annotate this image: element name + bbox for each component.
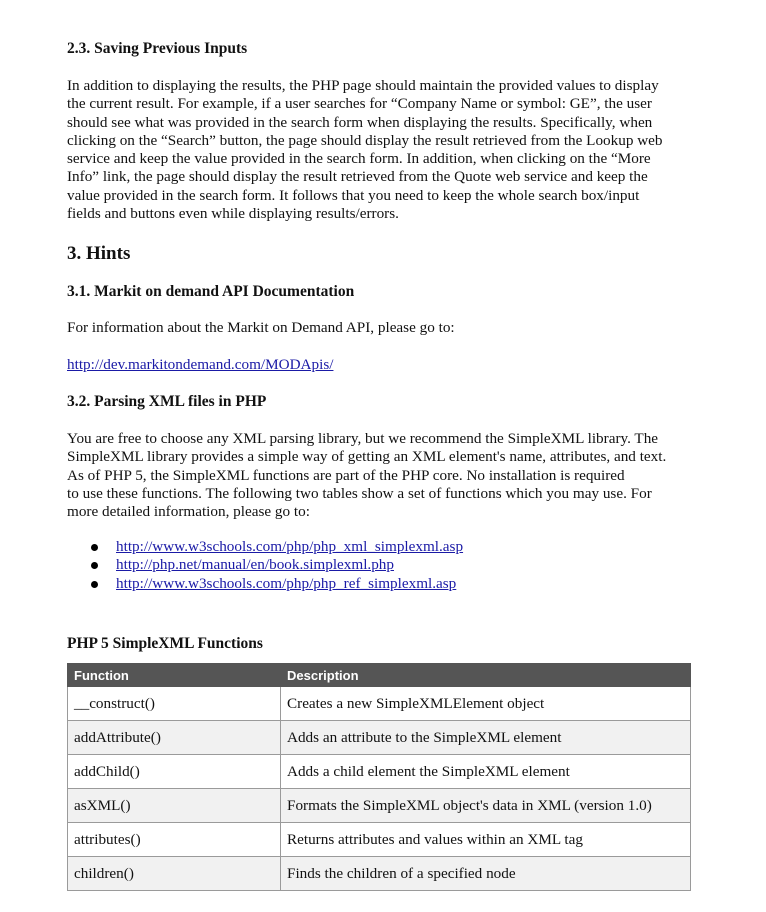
paragraph-line: In addition to displaying the results, the PHP page should maintain the provided values to display [67,77,659,94]
paragraph-line: clicking on the “Search” button, the page should display the result retrieved from the Lookup web [67,131,663,149]
table-header-row [68,664,691,687]
paragraph-line: SimpleXML library provides a simple way of getting an XML element's name, attributes, and text. [67,448,667,466]
paragraph-line: should see what was provided in the search form when displaying the results. Specifically, when [67,113,653,131]
paragraph-line: You are free to choose any XML parsing library, but we recommend the SimpleXML library. The [67,430,659,447]
paragraph-line: As of PHP 5, the SimpleXML functions are part of the PHP core. No installation is required [67,466,625,484]
table-row [68,823,691,857]
paragraph-line: value provided in the search form. It follows that you need to keep the whole search box/input [67,186,640,204]
section-heading-3-1: 3.1. Markit on demand API Documentation [67,283,355,300]
php-manual-simplexml-link[interactable]: http://php.net/manual/en/book.simplexml.php [116,556,394,574]
table-row [68,857,691,891]
function-cell: children() [68,857,281,891]
description-cell: Formats the SimpleXML object's data in XML (version 1.0) [281,789,691,823]
function-cell: attributes() [68,823,281,857]
table-row [68,789,691,823]
paragraph-line: fields and buttons even while displaying results/errors. [67,205,399,223]
table-row [68,755,691,789]
list-item [89,538,463,556]
function-cell: __construct() [68,687,281,721]
paragraph-line: Info” link, the page should display the result retrieved from the Quote web service and keep the [67,168,648,186]
section-heading-3-2: 3.2. Parsing XML files in PHP [67,393,267,410]
paragraph-line: service and keep the value provided in the search form. In addition, when clicking on the “More [67,150,651,168]
table-row [68,721,691,755]
column-header-description: Description [281,664,691,687]
parsing-xml-paragraph [67,430,692,521]
table-title: PHP 5 SimpleXML Functions [67,635,263,652]
paragraph-line: more detailed information, please go to: [67,503,310,521]
function-cell: addAttribute() [68,721,281,755]
description-cell: Finds the children of a specified node [281,857,691,891]
list-item [89,556,463,574]
bullet-icon [91,581,98,588]
simplexml-functions-table [67,663,691,891]
table-row [68,687,691,721]
w3schools-simplexml-ref-link[interactable]: http://www.w3schools.com/php/php_ref_simplexml.asp [116,574,457,592]
description-cell: Returns attributes and values within an XML tag [281,823,691,857]
saving-inputs-paragraph [67,77,692,223]
description-cell: Adds an attribute to the SimpleXML element [281,721,691,755]
reference-link-list [89,538,463,593]
w3schools-simplexml-link[interactable]: http://www.w3schools.com/php/php_xml_simplexml.asp [116,538,464,555]
section-heading-2-3: 2.3. Saving Previous Inputs [67,40,248,57]
paragraph-line: the current result. For example, if a user searches for “Company Name or symbol: GE”, the user [67,95,652,113]
description-cell: Creates a new SimpleXMLElement object [281,687,691,721]
function-cell: asXML() [68,789,281,823]
bullet-icon [91,562,98,569]
markit-info-text: For information about the Markit on Demand API, please go to: [67,319,455,336]
markit-api-link[interactable]: http://dev.markitondemand.com/MODApis/ [67,356,334,373]
function-cell: addChild() [68,755,281,789]
description-cell: Adds a child element the SimpleXML element [281,755,691,789]
paragraph-line: to use these functions. The following two tables show a set of functions which you may use. For [67,484,652,502]
markit-link-row [67,356,692,374]
bullet-icon [91,544,98,551]
column-header-function: Function [68,664,281,687]
section-heading-3: 3. Hints [67,243,131,264]
list-item [89,575,463,593]
